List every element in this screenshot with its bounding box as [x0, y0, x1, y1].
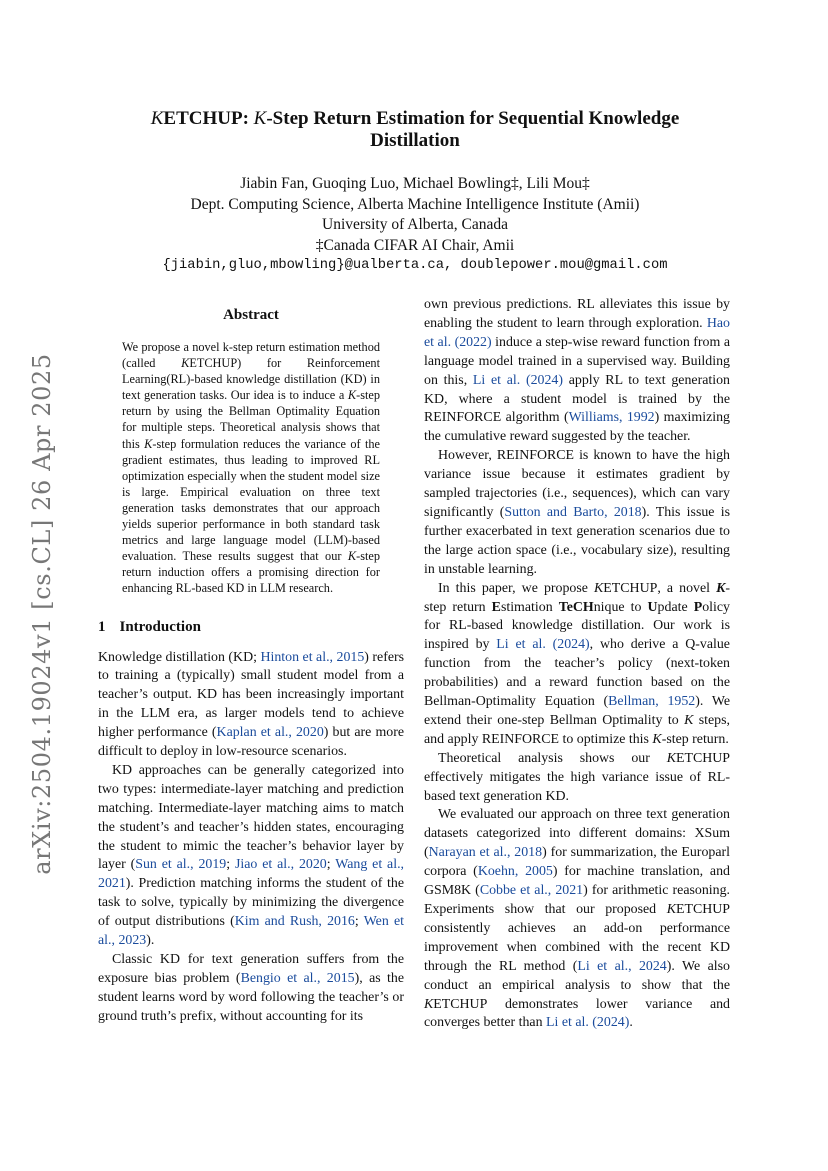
- method-name: ETCHUP: [675, 750, 730, 766]
- citation-separator: ;: [354, 914, 364, 930]
- paragraph-text: consistently achieves an add-on performance improvement when combined with the recent KD through the RL method (: [424, 920, 730, 974]
- paragraph-text: ).: [146, 933, 155, 949]
- paragraph-text: pdate: [657, 599, 694, 615]
- citation-link[interactable]: Li et al., 2024: [577, 958, 667, 974]
- paragraph-text: ) for machine translation, and GSM8K (: [424, 864, 730, 899]
- paragraph-text: ) maximizing the cumulative reward suggested by the teacher.: [424, 410, 730, 445]
- abstract-method-name: ETCHUP: [189, 356, 238, 371]
- paper-title: [120, 108, 710, 152]
- left-column: [98, 305, 404, 1027]
- citation-link[interactable]: Li et al. (2024): [496, 637, 590, 653]
- paragraph-text: steps, and apply REINFORCE to optimize this: [424, 712, 730, 747]
- abstract-text: -step return by using the Bellman Optimality Equation for multiple steps. Theoretical analysis shows that this: [122, 388, 380, 451]
- author-names: Jiabin Fan, Guoqing Luo, Michael Bowling‡, Lili Mou‡: [240, 175, 590, 192]
- abstract-text: -step return induction offers a promising direction for enhancing RL-based KD in LLM research.: [122, 549, 380, 596]
- paragraph-text: ), as the student learns word by word following the teacher’s or ground truth’s prefix, without accounting for its: [98, 970, 404, 1024]
- method-name: ETCHUP: [433, 996, 488, 1012]
- citation-link[interactable]: Narayan et al., 2018: [428, 845, 543, 861]
- abstract-heading: Abstract: [223, 307, 279, 323]
- citation-link[interactable]: Sun et al., 2019: [135, 857, 227, 873]
- abstract-body: [122, 339, 380, 597]
- citation-link[interactable]: Bellman, 1952: [608, 694, 696, 710]
- paragraph-text: apply RL to text generation KD, where a student model is trained by the REINFORCE algorithm (: [424, 372, 730, 426]
- intro-paragraph-2: [98, 762, 404, 951]
- paragraph-text: ) for arithmetic reasoning. Experiments show that our proposed: [424, 883, 730, 917]
- title-colon: :: [242, 108, 249, 129]
- paragraph-text: induce a step-wise reward function from a language model trained in a supervised way. Building on this,: [424, 334, 731, 388]
- acronym-letter: K: [716, 580, 726, 596]
- citation-link[interactable]: Li et al. (2024): [472, 372, 563, 388]
- intro-paragraph-4: [424, 296, 730, 447]
- title-rest: -Step Return Estimation for Sequential Knowledge Distillation: [266, 108, 680, 151]
- intro-paragraph-3: [98, 951, 404, 1027]
- math-k: K: [652, 731, 662, 747]
- title-method-name: ETCHUP: [163, 108, 243, 129]
- method-k: K: [424, 996, 434, 1012]
- citation-separator: ;: [226, 857, 235, 873]
- paragraph-text: .: [629, 1015, 633, 1031]
- paragraph-text: ). We also conduct an empirical analysis to show that the: [424, 958, 730, 993]
- right-column: [424, 296, 730, 1033]
- paragraph-text: ) but are more difficult to deploy in low-resource scenarios.: [98, 725, 404, 760]
- paragraph-text: Classic KD for text generation suffers from the exposure bias problem (: [98, 952, 404, 986]
- abstract-text: We propose a novel k-step return estimation method (called: [122, 340, 380, 371]
- citation-link[interactable]: Jiao et al., 2020: [235, 857, 327, 873]
- paragraph-text: Knowledge distillation (KD;: [98, 649, 261, 665]
- citation-link[interactable]: Williams, 1992: [568, 410, 655, 426]
- abstract-text: -step formulation reduces the variance of the gradient estimates, thus leading to improved RL optimization especially when the student model size is large. Empirical evaluation on three text generation tasks demonstrates that our approach yields superior performance in both standard task metrics and large language model (LLM)-based evaluation. These results suggest that our: [122, 436, 380, 564]
- citation-link[interactable]: Hao et al. (2022): [424, 315, 730, 350]
- paragraph-text: demonstrates lower variance and converges better than: [424, 996, 730, 1031]
- author-block: [120, 174, 710, 277]
- citation-link[interactable]: Kaplan et al., 2020: [216, 725, 324, 741]
- acronym-letter: E: [491, 599, 501, 615]
- citation-link[interactable]: Li et al. (2024): [546, 1015, 630, 1031]
- abstract-k: K: [347, 388, 357, 403]
- citation-link[interactable]: Cobbe et al., 2021: [479, 883, 584, 899]
- paragraph-text: -step return.: [661, 731, 729, 747]
- method-k: K: [594, 580, 604, 596]
- intro-paragraph-6: [424, 580, 730, 750]
- title-k2: K: [253, 108, 267, 129]
- citation-link[interactable]: Wen et al., 2023: [98, 914, 405, 949]
- title-k: K: [150, 108, 164, 129]
- section-title: Introduction: [119, 618, 201, 635]
- paragraph-text: ) for summarization, the Europarl corpora (: [424, 845, 730, 880]
- citation-link[interactable]: Bengio et al., 2015: [240, 970, 355, 986]
- paragraph-text: We evaluated our approach on three text generation datasets categorized into different domains: XSum (: [424, 807, 730, 861]
- abstract-k: K: [347, 549, 357, 564]
- intro-paragraph-8: [424, 806, 730, 1033]
- paragraph-text: effectively mitigates the high variance issue of RL-based text generation KD.: [424, 769, 730, 804]
- intro-paragraph-1: [98, 649, 404, 762]
- paragraph-text: ). We extend their one-step Bellman Optimality to: [424, 694, 730, 728]
- citation-link[interactable]: Koehn, 2005: [477, 864, 553, 880]
- paragraph-text: nique to: [593, 599, 648, 615]
- paragraph-text: ) refers to training a (typically) small student model from a teacher’s output. KD has been increasingly important in the LLM era, as larger models tend to achieve higher performance (: [98, 649, 405, 741]
- arxiv-identifier: arXiv:2504.19024v1 [cs.CL] 26 Apr 2025: [28, 353, 56, 875]
- paragraph-text: own previous predictions. RL alleviates this issue by enabling the student to learn through exploration.: [424, 297, 730, 331]
- author-emails: {jiabin,gluo,mbowling}@ualberta.ca, doublepower.mou@gmail.com: [162, 258, 668, 273]
- paragraph-text: , a novel: [657, 580, 717, 596]
- paragraph-text: In this paper, we propose: [438, 580, 595, 596]
- section-number: 1: [98, 618, 106, 635]
- citation-separator: ;: [326, 857, 336, 873]
- acronym-letter: P: [693, 599, 703, 615]
- citation-link[interactable]: Kim and Rush, 2016: [234, 914, 355, 930]
- method-name: ETCHUP: [603, 580, 658, 596]
- math-k: K: [684, 712, 694, 728]
- intro-paragraph-5: [424, 447, 730, 579]
- paragraph-text: KD approaches can be generally categorized into two types: intermediate-layer matching and prediction matching. Intermediate-layer matching aims to match the student’s and teacher’s hidden states, encouraging the student to mimic the teacher’s behavior layer by layer (: [98, 762, 404, 873]
- paragraph-text: However, REINFORCE is known to have the high variance issue because it estimates gradient by sampled trajectories (i.e., sequences), which can vary significantly (: [424, 448, 730, 520]
- method-name: ETCHUP: [675, 902, 730, 917]
- paragraph-text: stimation: [500, 599, 559, 615]
- acronym-letter: TeCH: [558, 599, 594, 615]
- citation-link[interactable]: Sutton and Barto, 2018: [504, 504, 642, 520]
- paragraph-text: Theoretical analysis shows our: [438, 750, 667, 766]
- paragraph-text: olicy for RL-based knowledge distillation. Our work is inspired by: [424, 599, 730, 653]
- section-heading-introduction: [98, 617, 404, 637]
- paragraph-text: ). This issue is further exacerbated in text generation scenarios due to the large action space (i.e., vocabulary size), resulting in unstable learning.: [424, 504, 730, 577]
- paragraph-text: ). Prediction matching informs the student of the task to solve, typically by minimizing the divergence of output distributions (: [98, 876, 404, 930]
- paragraph-text: , who derive a Q-value function from the teacher’s policy (next-token probabilities) and a reward function based on the Bellman-Optimality Equation (: [424, 637, 730, 710]
- citation-link[interactable]: Wang et al., 2021: [98, 857, 405, 892]
- method-k: K: [666, 750, 676, 766]
- abstract-k: K: [181, 356, 190, 371]
- paragraph-text: -step return: [424, 580, 730, 615]
- author-university: University of Alberta, Canada: [322, 216, 508, 233]
- abstract-text: ) for Reinforcement Learning(RL)-based knowledge distillation (KD) in text generation tasks. Our idea is to induce a: [122, 356, 380, 403]
- intro-paragraph-7: [424, 750, 730, 807]
- author-chair: ‡Canada CIFAR AI Chair, Amii: [315, 236, 515, 254]
- acronym-letter: U: [647, 599, 658, 615]
- citation-link[interactable]: Hinton et al., 2015: [260, 649, 365, 665]
- author-affiliation: Dept. Computing Science, Alberta Machine Intelligence Institute (Amii): [190, 195, 640, 213]
- method-k: K: [666, 902, 676, 917]
- abstract-k: K: [144, 436, 153, 451]
